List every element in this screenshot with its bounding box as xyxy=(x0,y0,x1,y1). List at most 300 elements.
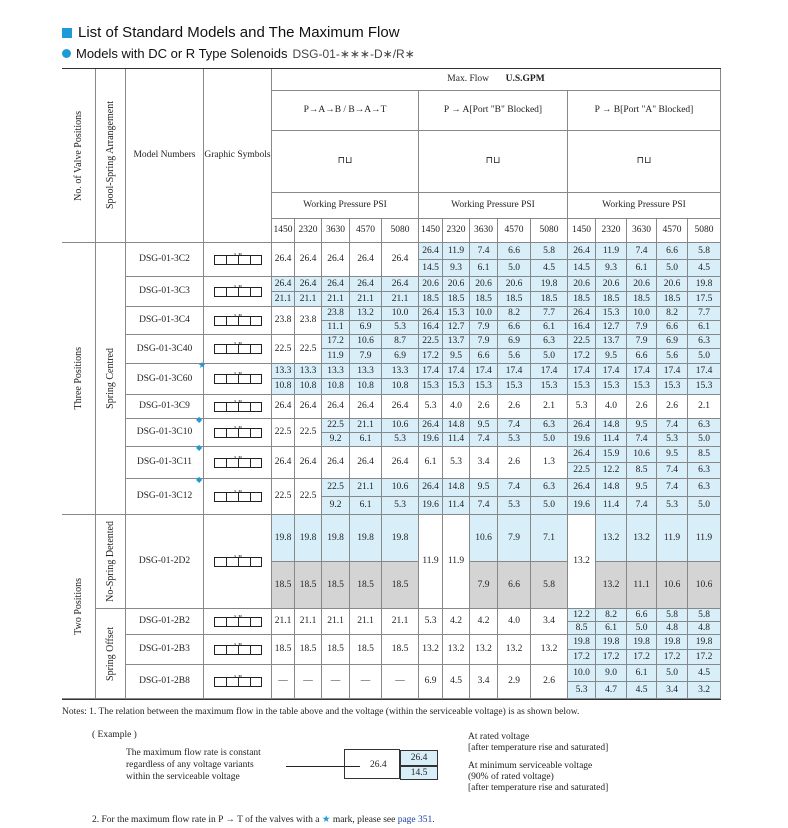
flow-value-rated: 13.2 xyxy=(596,515,627,562)
flow-value-min: 11.4 xyxy=(443,433,470,447)
flow-value-rated: 5.8 xyxy=(657,609,688,622)
graphic-symbol-icon xyxy=(204,335,272,364)
section-title: List of Standard Models and The Maximum Flow xyxy=(62,24,400,41)
flow-value-rated: 17.4 xyxy=(627,364,657,379)
flow-value-min: 15.3 xyxy=(498,379,531,395)
spool-header: Spool-Spring Arrangement xyxy=(96,69,126,243)
flow-value-min: 15.3 xyxy=(627,379,657,395)
flow-value: 6.1 xyxy=(419,447,443,479)
flow-value-min: 14.5 xyxy=(419,260,443,277)
symbols-header: Graphic Symbols xyxy=(204,69,272,243)
flow-value: 21.1 xyxy=(382,609,419,635)
flow-value-min: 18.5 xyxy=(531,292,568,307)
graphic-symbol-icon xyxy=(204,364,272,395)
graphic-symbol-icon xyxy=(204,277,272,307)
flow-value-rated: 13.2 xyxy=(627,515,657,562)
positions-header: No. of Valve Positions xyxy=(62,69,96,243)
flow-value-min: 21.1 xyxy=(272,292,295,307)
flow-value: 26.4 xyxy=(295,447,322,479)
flow-value-min: 7.4 xyxy=(470,497,498,515)
flow-value-rated: 9.5 xyxy=(627,419,657,433)
section-subtitle: Models with DC or R Type Solenoids DSG-01-∗∗∗-D∗/R∗ xyxy=(62,46,415,61)
flow-value: — xyxy=(322,665,350,699)
flow-value-rated: 19.8 xyxy=(272,515,295,562)
flow-value-min: 6.9 xyxy=(350,321,382,335)
flow-value-min: 19.6 xyxy=(419,497,443,515)
pressure-3630: 3630 xyxy=(627,219,657,243)
flow-value-rated: 21.1 xyxy=(350,419,382,433)
example-text-1: The maximum flow rate is constant xyxy=(126,748,261,758)
flow-value-rated: 6.3 xyxy=(688,479,721,497)
pressure-1450: 1450 xyxy=(568,219,596,243)
flow-value: 22.5 xyxy=(295,335,322,364)
flow-value-min: 19.6 xyxy=(568,433,596,447)
flow-value-min: 5.0 xyxy=(531,349,568,364)
flow-value-rated: 7.4 xyxy=(657,419,688,433)
flow-value-min: 18.5 xyxy=(350,562,382,609)
diamond-icon: ◆ xyxy=(196,475,203,484)
flow-value-min: 4.5 xyxy=(627,682,657,699)
pressure-2320: 2320 xyxy=(295,219,322,243)
flow-value-min: 5.3 xyxy=(498,433,531,447)
pressure-2320: 2320 xyxy=(443,219,470,243)
flow-value-min: 5.0 xyxy=(688,497,721,515)
flow-value-rated: 10.6 xyxy=(350,335,382,349)
flow-value-min: 7.9 xyxy=(470,321,498,335)
flow-value-rated: 20.6 xyxy=(470,277,498,292)
flow-value-rated: 5.8 xyxy=(688,609,721,622)
flow-value-rated: 9.5 xyxy=(657,447,688,463)
flow-value-min: 12.2 xyxy=(596,463,627,479)
flow-value-min: 9.3 xyxy=(596,260,627,277)
flow-value-min: 10.6 xyxy=(688,562,721,609)
flow-value: 13.2 xyxy=(568,515,596,609)
pressure-4570: 4570 xyxy=(657,219,688,243)
note-1: Notes: 1. The relation between the maximum flow in the table above and the voltage (within the serviceable voltage) is as shown below. xyxy=(62,707,580,717)
flow-value-min: 5.8 xyxy=(531,562,568,609)
flow-value: 18.5 xyxy=(295,635,322,665)
flow-value-min: 22.5 xyxy=(568,463,596,479)
flow-value: 5.3 xyxy=(419,609,443,635)
flow-value: 13.2 xyxy=(443,635,470,665)
two-positions-label: Two Positions xyxy=(62,515,96,699)
flow-value-rated: 6.3 xyxy=(531,479,568,497)
spring-offset-label: Spring Offset xyxy=(96,609,126,699)
flow-value-min: 18.5 xyxy=(627,292,657,307)
flow-value-min: 6.1 xyxy=(596,622,627,635)
flow-value-rated: 26.4 xyxy=(568,479,596,497)
flow-value-min: 18.5 xyxy=(419,292,443,307)
flow-value: 2.6 xyxy=(627,395,657,419)
flow-table xyxy=(62,68,721,700)
flow-value-rated: 7.4 xyxy=(657,479,688,497)
graphic-symbol-icon xyxy=(204,419,272,447)
example-min-value: 14.5 xyxy=(400,766,438,780)
flow-value-rated: 20.6 xyxy=(657,277,688,292)
flow-value-min: 5.0 xyxy=(498,260,531,277)
flow-value-min: 10.8 xyxy=(272,379,295,395)
flow-value-min: 5.0 xyxy=(627,622,657,635)
flow-value-rated: 10.0 xyxy=(382,307,419,321)
flow-value-rated: 11.9 xyxy=(596,243,627,260)
flow-value-min: 10.8 xyxy=(322,379,350,395)
flow-value-min: 17.2 xyxy=(568,349,596,364)
flow-value: 13.2 xyxy=(531,635,568,665)
flow-value-rated: 7.4 xyxy=(470,243,498,260)
flow-value-rated: 22.5 xyxy=(322,419,350,433)
flow-value-min: 15.3 xyxy=(596,379,627,395)
pressure-1450: 1450 xyxy=(419,219,443,243)
flow-value-min: 12.7 xyxy=(443,321,470,335)
flow-value-min: 6.1 xyxy=(688,321,721,335)
flow-value: 2.6 xyxy=(531,665,568,699)
flow-value: 21.1 xyxy=(322,609,350,635)
flow-value-min: 5.3 xyxy=(382,433,419,447)
flow-value-rated: 17.4 xyxy=(470,364,498,379)
flow-value-min: 9.5 xyxy=(443,349,470,364)
bullet-dot-icon xyxy=(62,49,71,58)
flow-value-min: 7.9 xyxy=(470,562,498,609)
flow-value: 13.2 xyxy=(419,635,443,665)
flow-value-min: 3.4 xyxy=(657,682,688,699)
rated-label: At rated voltage xyxy=(468,732,530,742)
model-number: DSG-01-2D2 xyxy=(126,515,204,609)
flow-value-rated: 22.5 xyxy=(419,335,443,349)
flow-value-min: 6.1 xyxy=(350,497,382,515)
flow-value-rated: 14.8 xyxy=(443,479,470,497)
star-icon: ★ xyxy=(198,360,207,370)
flow-value-rated: 12.2 xyxy=(568,609,596,622)
flow-value-rated: 6.3 xyxy=(531,335,568,349)
flow-value: 5.3 xyxy=(443,447,470,479)
flow-value-rated: 22.5 xyxy=(322,479,350,497)
three-positions-label: Three Positions xyxy=(62,243,96,515)
flow-value-rated: 10.6 xyxy=(470,515,498,562)
flow-value-rated: 6.1 xyxy=(627,665,657,682)
flow-value-min: 15.3 xyxy=(531,379,568,395)
flow-value-min: 15.3 xyxy=(568,379,596,395)
flow-value-min: 15.3 xyxy=(470,379,498,395)
flow-value-min: 8.5 xyxy=(627,463,657,479)
flow-value: 4.5 xyxy=(443,665,470,699)
flow-value-rated: 17.2 xyxy=(322,335,350,349)
flow-value-rated: 6.3 xyxy=(688,335,721,349)
flow-value: 4.0 xyxy=(498,609,531,635)
flow-value-min: 10.8 xyxy=(350,379,382,395)
flow-value-rated: 13.3 xyxy=(350,364,382,379)
flow-value-rated: 20.6 xyxy=(419,277,443,292)
flow-value-min: 6.6 xyxy=(498,321,531,335)
flow-value-rated: 26.4 xyxy=(419,479,443,497)
flow-value-rated: 20.6 xyxy=(627,277,657,292)
valve-symbol-icon: ⊓⊔ xyxy=(419,131,568,193)
flow-value-rated: 10.0 xyxy=(627,307,657,321)
flow-value: 11.9 xyxy=(443,515,470,609)
flow-value-min: 5.0 xyxy=(531,433,568,447)
flow-value-min: 7.4 xyxy=(627,497,657,515)
flow-value-rated: 26.4 xyxy=(322,277,350,292)
flow-value-min: 17.2 xyxy=(657,650,688,665)
flow-value-min: 15.3 xyxy=(688,379,721,395)
flow-value: 26.4 xyxy=(322,447,350,479)
pressure-4570: 4570 xyxy=(350,219,382,243)
flow-value-min: 5.3 xyxy=(657,433,688,447)
flow-value-rated: 14.8 xyxy=(443,419,470,433)
flow-value-min: 18.5 xyxy=(596,292,627,307)
flow-value-rated: 5.0 xyxy=(657,665,688,682)
flow-value-rated: 19.8 xyxy=(382,515,419,562)
flow-value-min: 21.1 xyxy=(382,292,419,307)
flow-value-rated: 7.1 xyxy=(531,515,568,562)
flow-value-rated: 22.5 xyxy=(568,335,596,349)
flow-value-rated: 10.6 xyxy=(627,447,657,463)
flow-value-rated: 17.4 xyxy=(531,364,568,379)
flow-value-rated: 26.4 xyxy=(350,277,382,292)
flow-value-rated: 17.4 xyxy=(498,364,531,379)
flow-value: 26.4 xyxy=(295,243,322,277)
flow-value-rated: 7.4 xyxy=(498,419,531,433)
flow-value-min: 6.6 xyxy=(657,321,688,335)
flow-value-min: 6.1 xyxy=(627,260,657,277)
flow-value-rated: 7.4 xyxy=(498,479,531,497)
flow-value-rated: 4.5 xyxy=(688,665,721,682)
flow-value: 2.6 xyxy=(470,395,498,419)
flow-value-rated: 26.4 xyxy=(568,307,596,321)
flow-value-min: 9.3 xyxy=(443,260,470,277)
min-label: At minimum serviceable voltage xyxy=(468,761,593,771)
flow-value-min: 6.1 xyxy=(531,321,568,335)
flow-value-min: 19.6 xyxy=(568,497,596,515)
flow-value-min: 7.4 xyxy=(470,433,498,447)
flow-value-min: 4.8 xyxy=(657,622,688,635)
flow-value-rated: 8.5 xyxy=(688,447,721,463)
flow-value-rated: 19.8 xyxy=(568,635,596,650)
flow-value: 26.4 xyxy=(272,243,295,277)
flow-value-min: 17.2 xyxy=(688,650,721,665)
flow-value: 18.5 xyxy=(322,635,350,665)
pressure-3630: 3630 xyxy=(470,219,498,243)
flow-value-min: 9.5 xyxy=(596,349,627,364)
graphic-symbol-icon xyxy=(204,479,272,515)
flow-value-rated: 6.3 xyxy=(688,419,721,433)
flow-direction-header-0: P→A→B / B→A→T xyxy=(272,91,419,131)
flow-value-min: 6.9 xyxy=(382,349,419,364)
flow-value-rated: 7.4 xyxy=(627,243,657,260)
flow-value-rated: 6.6 xyxy=(657,243,688,260)
flow-value-min: 21.1 xyxy=(350,292,382,307)
flow-value-min: 10.8 xyxy=(295,379,322,395)
model-number: DSG-01-2B2 xyxy=(126,609,204,635)
flow-value: 3.4 xyxy=(470,665,498,699)
flow-value: 26.4 xyxy=(382,447,419,479)
flow-value-min: 18.5 xyxy=(443,292,470,307)
title-square-icon xyxy=(62,28,72,38)
flow-value-rated: 19.8 xyxy=(596,635,627,650)
flow-value: 4.0 xyxy=(596,395,627,419)
flow-value-rated: 19.8 xyxy=(531,277,568,292)
flow-value-rated: 11.9 xyxy=(657,515,688,562)
flow-value: 3.4 xyxy=(531,609,568,635)
max-flow-header: Max. Flow U.S.GPM xyxy=(272,69,721,91)
flow-value: — xyxy=(350,665,382,699)
flow-value-rated: 21.1 xyxy=(350,479,382,497)
star-icon: ★ xyxy=(321,815,331,825)
flow-value-rated: 26.4 xyxy=(382,277,419,292)
flow-value-rated: 7.9 xyxy=(627,335,657,349)
flow-value: 2.6 xyxy=(498,447,531,479)
flow-value-min: 11.1 xyxy=(322,321,350,335)
flow-value-min: 13.2 xyxy=(596,562,627,609)
flow-value-min: 18.5 xyxy=(470,292,498,307)
flow-value-min: 21.1 xyxy=(322,292,350,307)
model-number: DSG-01-3C4 xyxy=(126,307,204,335)
graphic-symbol-icon xyxy=(204,609,272,635)
flow-value-min: 5.3 xyxy=(498,497,531,515)
pressure-4570: 4570 xyxy=(498,219,531,243)
flow-value-min: 12.7 xyxy=(596,321,627,335)
flow-value-rated: 26.4 xyxy=(272,277,295,292)
flow-value: 4.2 xyxy=(470,609,498,635)
flow-value-min: 5.6 xyxy=(498,349,531,364)
rated-note: [after temperature rise and saturated] xyxy=(468,743,609,753)
flow-value: 21.1 xyxy=(295,609,322,635)
page-link[interactable]: page 351. xyxy=(397,815,435,825)
flow-value-rated: 6.3 xyxy=(531,419,568,433)
flow-value: 4.0 xyxy=(443,395,470,419)
pressure-5080: 5080 xyxy=(382,219,419,243)
flow-value-rated: 13.7 xyxy=(443,335,470,349)
flow-value-rated: 13.3 xyxy=(322,364,350,379)
pressure-header: Working Pressure PSI xyxy=(568,193,721,219)
flow-value-rated: 19.8 xyxy=(657,635,688,650)
flow-value-min: 7.4 xyxy=(627,433,657,447)
flow-value: 26.4 xyxy=(272,447,295,479)
valve-symbol-icon: ⊓⊔ xyxy=(272,131,419,193)
flow-value-min: 3.2 xyxy=(688,682,721,699)
flow-value-rated: 26.4 xyxy=(568,243,596,260)
flow-value-min: 6.6 xyxy=(470,349,498,364)
flow-value-rated: 7.7 xyxy=(688,307,721,321)
flow-value-rated: 20.6 xyxy=(443,277,470,292)
pressure-header: Working Pressure PSI xyxy=(419,193,568,219)
flow-value-min: 11.1 xyxy=(627,562,657,609)
flow-value: 22.5 xyxy=(272,419,295,447)
flow-value-rated: 11.9 xyxy=(688,515,721,562)
flow-value-rated: 19.8 xyxy=(688,635,721,650)
flow-value-min: 18.5 xyxy=(322,562,350,609)
flow-value-min: 5.0 xyxy=(657,260,688,277)
flow-value-rated: 26.4 xyxy=(419,243,443,260)
flow-direction-header-2: P → B [Port "A" Blocked] xyxy=(568,91,721,131)
graphic-symbol-icon xyxy=(204,395,272,419)
flow-value-rated: 17.4 xyxy=(443,364,470,379)
flow-value-rated: 17.4 xyxy=(688,364,721,379)
flow-value: 2.6 xyxy=(657,395,688,419)
example-text-2: regardless of any voltage variants xyxy=(126,760,254,770)
flow-value: 26.4 xyxy=(322,395,350,419)
flow-value-rated: 9.5 xyxy=(470,419,498,433)
flow-value-rated: 19.8 xyxy=(350,515,382,562)
flow-value-rated: 10.0 xyxy=(568,665,596,682)
model-number: DSG-01-3C40 xyxy=(126,335,204,364)
flow-value-min: 10.8 xyxy=(382,379,419,395)
flow-value-min: 6.1 xyxy=(350,433,382,447)
model-number: DSG-01-3C12 xyxy=(126,479,204,515)
flow-value-min: 15.3 xyxy=(419,379,443,395)
flow-value-min: 9.2 xyxy=(322,433,350,447)
diamond-icon: ◆ xyxy=(196,415,203,424)
flow-value-rated: 6.9 xyxy=(657,335,688,349)
flow-value-min: 5.6 xyxy=(657,349,688,364)
flow-value-rated: 13.3 xyxy=(295,364,322,379)
flow-value-rated: 8.2 xyxy=(498,307,531,321)
flow-value-min: 18.5 xyxy=(498,292,531,307)
model-number: DSG-01-2B8 xyxy=(126,665,204,699)
flow-value-min: 6.1 xyxy=(470,260,498,277)
graphic-symbol-icon xyxy=(204,665,272,699)
valve-symbol-icon: ⊓⊔ xyxy=(568,131,721,193)
flow-value-rated: 20.6 xyxy=(568,277,596,292)
flow-value-min: 17.2 xyxy=(627,650,657,665)
flow-value-min: 7.4 xyxy=(657,463,688,479)
flow-value-min: 5.3 xyxy=(382,321,419,335)
example-value: 26.4 xyxy=(370,760,387,770)
flow-value: 26.4 xyxy=(322,243,350,277)
flow-value-min: 18.5 xyxy=(272,562,295,609)
flow-value-rated: 19.8 xyxy=(322,515,350,562)
flow-value-rated: 5.8 xyxy=(531,243,568,260)
flow-value-rated: 9.5 xyxy=(470,479,498,497)
flow-value-rated: 14.8 xyxy=(596,419,627,433)
flow-value-rated: 15.3 xyxy=(443,307,470,321)
min-percent: (90% of rated voltage) xyxy=(468,772,554,782)
flow-value-min: 16.4 xyxy=(568,321,596,335)
flow-value: 26.4 xyxy=(382,243,419,277)
flow-value: 23.8 xyxy=(272,307,295,335)
flow-value-min: 6.6 xyxy=(498,562,531,609)
graphic-symbol-icon xyxy=(204,243,272,277)
flow-value: 5.3 xyxy=(568,395,596,419)
flow-value-min: 5.3 xyxy=(568,682,596,699)
flow-value-rated: 13.7 xyxy=(596,335,627,349)
graphic-symbol-icon xyxy=(204,515,272,609)
flow-value: 13.2 xyxy=(498,635,531,665)
flow-value-min: 4.7 xyxy=(596,682,627,699)
flow-value-min: 8.5 xyxy=(568,622,596,635)
flow-value: 13.2 xyxy=(470,635,498,665)
flow-value-min: 5.3 xyxy=(382,497,419,515)
flow-value: 11.9 xyxy=(419,515,443,609)
flow-value-rated: 11.9 xyxy=(443,243,470,260)
flow-value-rated: 8.7 xyxy=(382,335,419,349)
flow-value-rated: 7.7 xyxy=(531,307,568,321)
flow-value-min: 19.6 xyxy=(419,433,443,447)
flow-value-min: 16.4 xyxy=(419,321,443,335)
flow-value-rated: 23.8 xyxy=(322,307,350,321)
pressure-3630: 3630 xyxy=(322,219,350,243)
flow-value-rated: 9.0 xyxy=(596,665,627,682)
flow-value-min: 5.0 xyxy=(531,497,568,515)
pressure-1450: 1450 xyxy=(272,219,295,243)
flow-value-rated: 13.2 xyxy=(350,307,382,321)
flow-value: 26.4 xyxy=(350,447,382,479)
flow-value-min: 15.3 xyxy=(443,379,470,395)
flow-value: 18.5 xyxy=(272,635,295,665)
model-header: Model Numbers xyxy=(126,69,204,243)
model-number: DSG-01-3C60 xyxy=(126,364,204,395)
pressure-2320: 2320 xyxy=(596,219,627,243)
flow-value: 2.6 xyxy=(498,395,531,419)
